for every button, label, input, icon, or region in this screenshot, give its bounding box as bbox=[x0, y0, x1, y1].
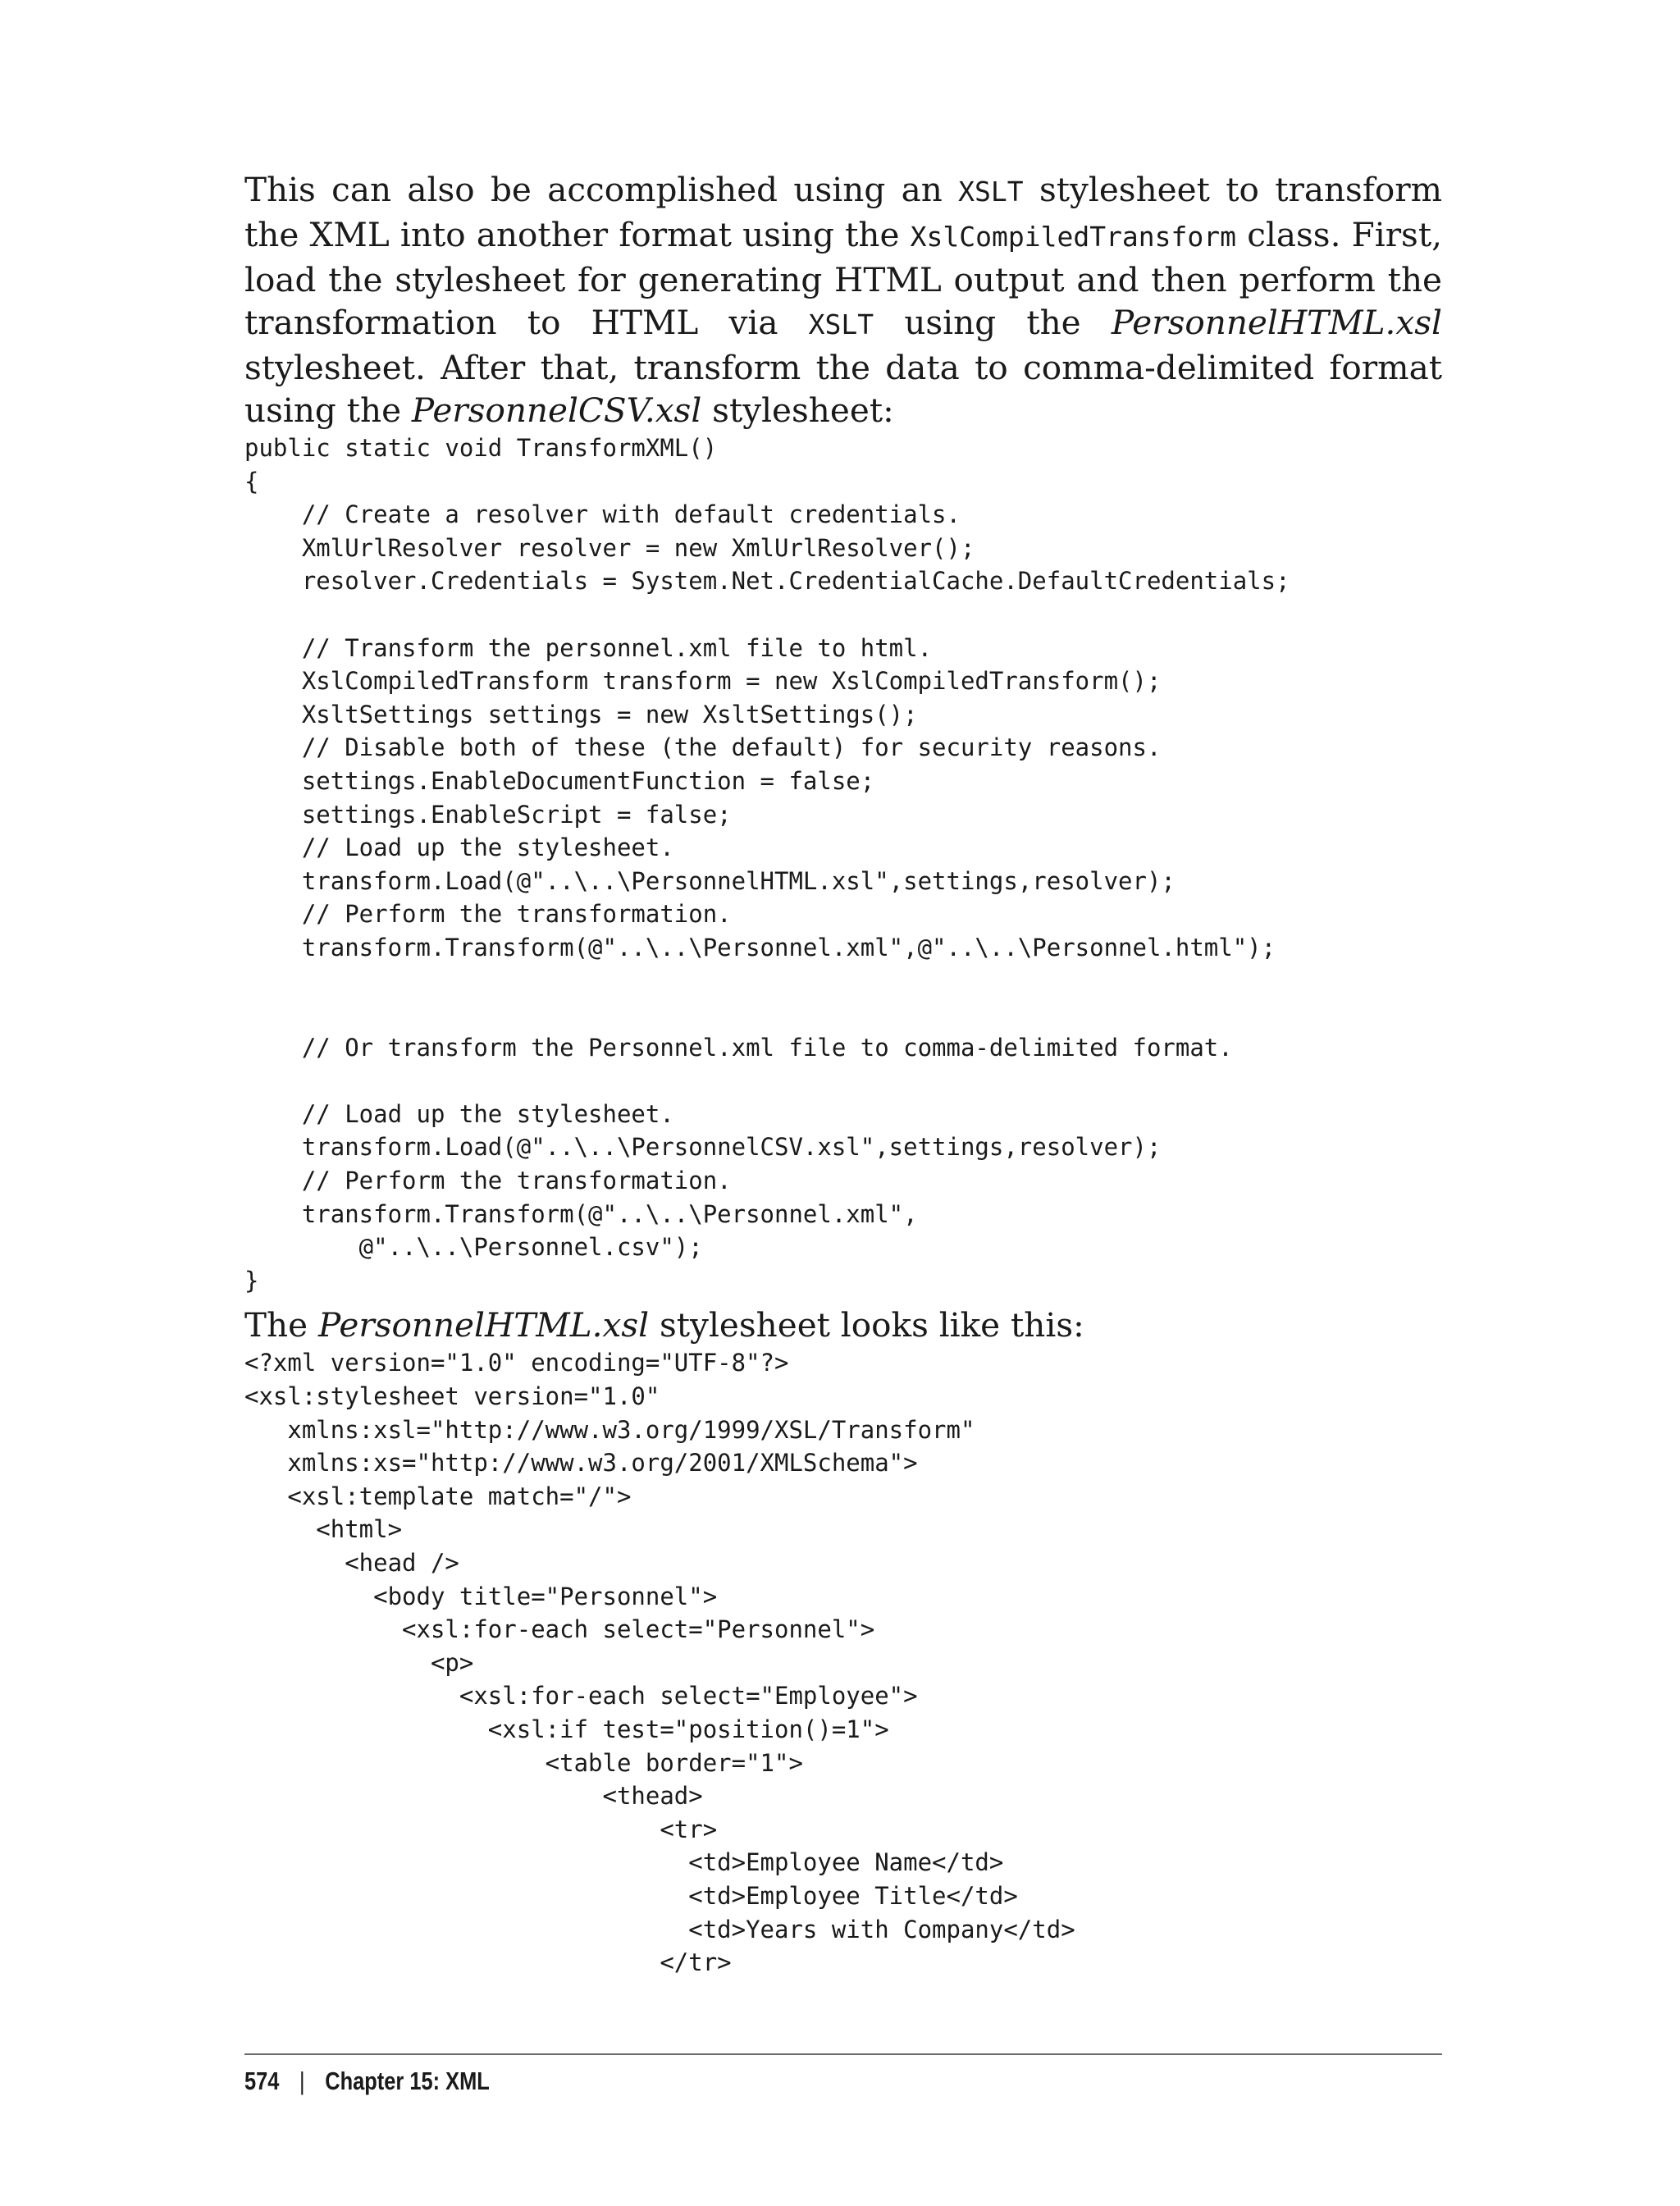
filename-italic: PersonnelHTML.xsl bbox=[1111, 303, 1442, 342]
body-text: stylesheet looks like this: bbox=[649, 1305, 1084, 1345]
intro-text: stylesheet: bbox=[701, 391, 894, 430]
stylesheet-intro-paragraph bbox=[244, 1304, 1442, 1346]
intro-text: stylesheet to transform the XML into another format using the bbox=[244, 170, 1442, 254]
page-number: 574 bbox=[244, 2067, 280, 2095]
intro-text: This can also be accomplished using an bbox=[244, 170, 959, 209]
page-content bbox=[244, 164, 1442, 1980]
filename-italic: PersonnelHTML.xsl bbox=[317, 1305, 650, 1345]
page-footer bbox=[244, 2053, 1442, 2095]
footer-text bbox=[244, 2067, 490, 2096]
filename-italic: PersonnelCSV.xsl bbox=[411, 391, 702, 430]
footer-separator: | bbox=[299, 2067, 305, 2095]
intro-text: using the bbox=[874, 303, 1112, 342]
intro-text: class. First, load the stylesheet for generating HTML output and then perform the transformation to HTML via bbox=[244, 215, 1442, 342]
csharp-code-block: public static void TransformXML() { // Create a resolver with default credentials. XmlUrlResolver resolver = new XmlUrlResolver(); resolver.Credentials = System.Net.CredentialCache.DefaultCredentials; // Transform the personnel.xml file to html. XslCompiledTransform transform = new XslCompiledTransform(); XsltSettings settings = new XsltSettings(); // Disable both of these (the default) for security reasons. settings.EnableDocumentFunction = false; settings.EnableScript = false; // Load up the stylesheet. transform.Load(@"..\..\PersonnelHTML.xsl",settings,resolver); // Perform the transformation. transform.Transform(@"..\..\Personnel.xml",@"..\..\Personnel.html"); // Or transform the Personnel.xml file to comma-delimited format. // Load up the stylesheet. transform.Load(@"..\..\PersonnelCSV.xsl",settings,resolver); // Perform the transformation. transform.Transform(@"..\..\Personnel.xml", @"..\..\Personnel.csv"); } bbox=[244, 434, 1290, 1295]
inline-code: XSLT bbox=[958, 176, 1024, 208]
body-text: The bbox=[244, 1305, 318, 1345]
inline-code: XSLT bbox=[808, 308, 874, 340]
inline-code: XslCompiledTransform bbox=[910, 221, 1237, 253]
intro-paragraph bbox=[244, 168, 1442, 432]
chapter-title: Chapter 15: XML bbox=[325, 2067, 490, 2095]
xsl-code-block: <?xml version="1.0" encoding="UTF-8"?> <xsl:stylesheet version="1.0" xmlns:xsl="http://www.w3.org/1999/XSL/Transform" xmlns:xs="http://www.w3.org/2001/XMLSchema"> <xsl:template match="/"> <html> <head /> <body title="Personnel"> <xsl:for-each select="Personnel"> <p> <xsl:for-each select="Employee"> <xsl:if test="position()=1"> <table border="1"> <thead> <tr> <td>Employee Name</td> <td>Employee Title</td> <td>Years with Company</td> </tr> bbox=[244, 1349, 1075, 1977]
intro-text: stylesheet. After that, transform the data to comma-delimited format using the bbox=[244, 348, 1442, 430]
